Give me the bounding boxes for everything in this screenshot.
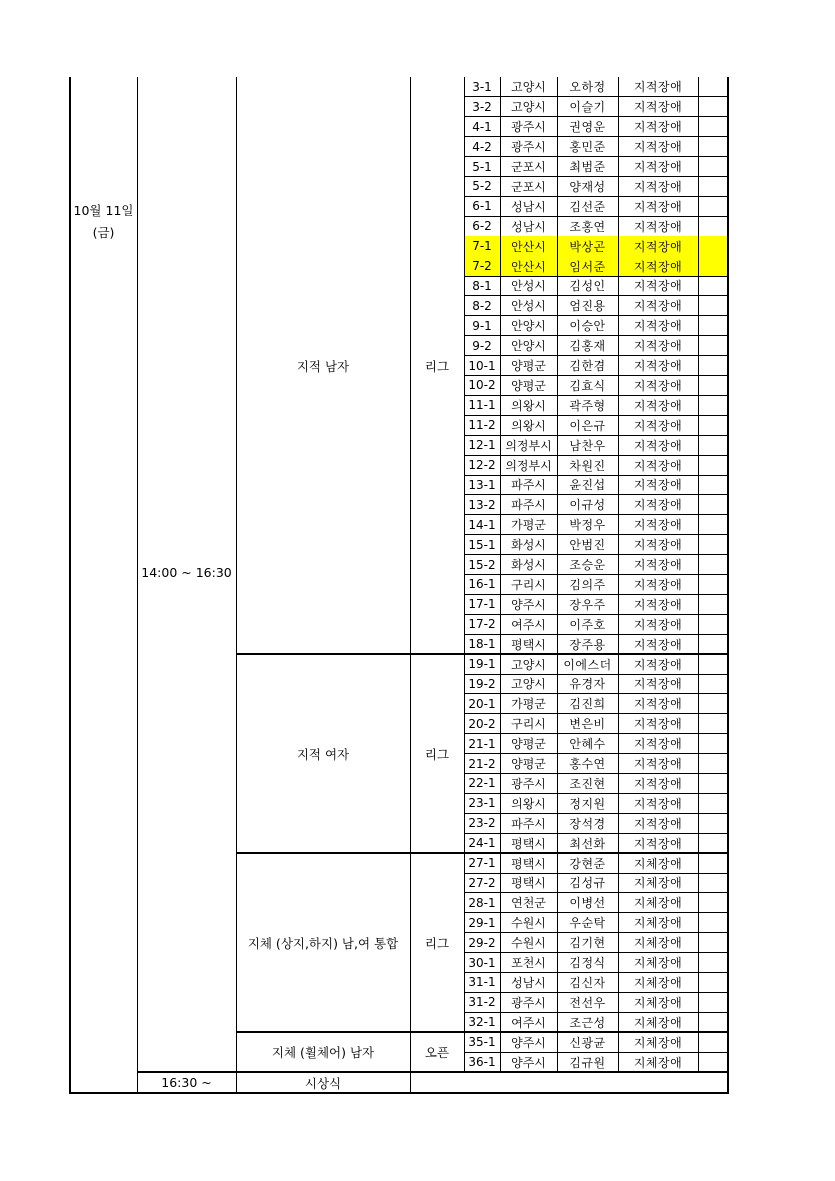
entry-city: 성남시 — [511, 975, 546, 990]
entry-id: 8-2 — [472, 298, 492, 313]
entry-id: 23-2 — [468, 816, 496, 831]
entry-id: 12-1 — [468, 438, 496, 453]
entry-name: 홍민준 — [569, 140, 606, 155]
entry-city: 파주시 — [511, 478, 546, 493]
entry-id: 7-1 — [472, 239, 492, 254]
entry-city: 가평군 — [511, 518, 546, 533]
entry-city: 평택시 — [511, 637, 546, 652]
entry-city: 고양시 — [511, 657, 546, 672]
entry-disability: 지적장애 — [633, 518, 683, 533]
entry-city: 안산시 — [511, 239, 546, 254]
entry-city: 파주시 — [511, 498, 546, 513]
entry-name: 이주호 — [569, 617, 606, 632]
entry-city: 광주시 — [511, 120, 546, 135]
entry-disability: 지적장애 — [633, 677, 683, 692]
entry-name: 김효식 — [569, 378, 606, 393]
entry-id: 19-2 — [468, 676, 496, 691]
entry-name: 김선준 — [569, 199, 606, 214]
entry-disability: 지적장애 — [633, 438, 683, 453]
entry-city: 의왕시 — [511, 796, 546, 811]
entry-disability: 지적장애 — [633, 398, 683, 413]
entry-disability: 지체장애 — [633, 916, 683, 931]
entry-city: 성남시 — [511, 199, 546, 214]
entry-disability: 지적장애 — [633, 717, 683, 732]
entry-name: 전선우 — [569, 995, 606, 1010]
entry-id: 17-2 — [468, 617, 496, 632]
table-rule — [464, 77, 465, 1072]
entry-disability: 지적장애 — [633, 478, 683, 493]
entry-name: 이병선 — [569, 896, 606, 911]
entry-name: 김진희 — [569, 697, 606, 712]
entry-name: 권영운 — [569, 120, 606, 135]
entry-id: 29-1 — [468, 915, 496, 930]
table-rule — [500, 77, 501, 1072]
entry-id: 15-2 — [468, 557, 496, 572]
entry-name: 최선화 — [569, 836, 606, 851]
entry-disability: 지적장애 — [633, 558, 683, 573]
entry-disability: 지적장애 — [633, 100, 683, 115]
entry-city: 고양시 — [511, 100, 546, 115]
entry-name: 홍수연 — [569, 757, 606, 772]
entry-id: 19-1 — [468, 657, 496, 672]
entry-disability: 지체장애 — [633, 995, 683, 1010]
entry-id: 3-1 — [472, 79, 492, 94]
entry-id: 11-1 — [468, 398, 496, 413]
entry-id: 4-2 — [472, 139, 492, 154]
entry-name: 조근성 — [569, 1015, 606, 1030]
entry-disability: 지체장애 — [633, 975, 683, 990]
entry-id: 4-1 — [472, 119, 492, 134]
entry-id: 21-2 — [468, 756, 496, 771]
entry-name: 박상곤 — [569, 239, 606, 254]
entry-city: 파주시 — [511, 816, 546, 831]
table-rule — [727, 77, 729, 1094]
entry-name: 장주용 — [569, 637, 606, 652]
entry-city: 양평군 — [511, 757, 546, 772]
entry-disability: 지체장애 — [633, 856, 683, 871]
table-rule — [698, 77, 699, 1072]
entry-city: 양평군 — [511, 378, 546, 393]
format-label: 리그 — [424, 935, 450, 951]
entry-disability: 지적장애 — [633, 796, 683, 811]
entry-disability: 지적장애 — [633, 299, 683, 314]
entry-city: 안산시 — [511, 259, 546, 274]
entry-id: 7-2 — [472, 259, 492, 274]
entry-name: 장우주 — [569, 597, 606, 612]
entry-id: 9-2 — [472, 338, 492, 353]
entry-name: 오하정 — [569, 80, 606, 95]
entry-id: 10-1 — [468, 358, 496, 373]
entry-id: 3-2 — [472, 99, 492, 114]
entry-name: 이규성 — [569, 498, 606, 513]
table-rule — [69, 77, 71, 1094]
entry-city: 화성시 — [511, 538, 546, 553]
entry-city: 안양시 — [511, 339, 546, 354]
entry-city: 성남시 — [511, 219, 546, 234]
entry-name: 엄진용 — [569, 299, 606, 314]
entry-city: 고양시 — [511, 677, 546, 692]
entry-city: 의정부시 — [505, 438, 552, 453]
entry-id: 20-1 — [468, 696, 496, 711]
entry-city: 광주시 — [511, 776, 546, 791]
entry-disability: 지적장애 — [633, 737, 683, 752]
entry-city: 수원시 — [511, 916, 546, 931]
entry-city: 가평군 — [511, 697, 546, 712]
entry-id: 27-1 — [468, 856, 496, 871]
entry-id: 18-1 — [468, 637, 496, 652]
entry-disability: 지적장애 — [633, 538, 683, 553]
entry-name: 강현준 — [569, 856, 606, 871]
entry-name: 이슬기 — [569, 100, 606, 115]
event-label: 지체 (휠체어) 남자 — [271, 1045, 375, 1061]
entry-disability: 지적장애 — [633, 219, 683, 234]
entry-disability: 지적장애 — [633, 160, 683, 175]
entry-name: 안혜수 — [569, 737, 606, 752]
entry-disability: 지적장애 — [633, 836, 683, 851]
entry-name: 윤진섭 — [569, 478, 606, 493]
entry-name: 김규원 — [569, 1055, 606, 1070]
entry-city: 군포시 — [511, 160, 546, 175]
entry-disability: 지적장애 — [633, 319, 683, 334]
date-label — [70, 197, 137, 247]
entry-disability: 지체장애 — [633, 1055, 683, 1070]
entry-disability: 지적장애 — [633, 80, 683, 95]
entry-name: 이은규 — [569, 418, 606, 433]
entry-name: 안범진 — [569, 538, 606, 553]
entry-name: 우순탁 — [569, 916, 606, 931]
entry-city: 평택시 — [511, 856, 546, 871]
entry-disability: 지적장애 — [633, 757, 683, 772]
format-label: 리그 — [424, 358, 450, 374]
entry-name: 신광균 — [569, 1035, 606, 1050]
entry-id: 10-2 — [468, 378, 496, 393]
entry-name: 유경자 — [569, 677, 606, 692]
entry-id: 35-1 — [468, 1035, 496, 1050]
entry-id: 20-2 — [468, 716, 496, 731]
entry-disability: 지적장애 — [633, 199, 683, 214]
entry-name: 김정식 — [569, 956, 606, 971]
entry-id: 13-2 — [468, 497, 496, 512]
entry-city: 평택시 — [511, 836, 546, 851]
entry-name: 김성규 — [569, 876, 606, 891]
entry-name: 양재성 — [569, 179, 606, 194]
table-rule — [137, 77, 138, 1093]
entry-id: 15-1 — [468, 537, 496, 552]
entry-name: 김한겸 — [569, 359, 606, 374]
entry-id: 22-1 — [468, 776, 496, 791]
entry-disability: 지적장애 — [633, 498, 683, 513]
entry-id: 5-2 — [472, 179, 492, 194]
entry-name: 이에스더 — [563, 657, 612, 672]
entry-name: 김기현 — [569, 936, 606, 951]
entry-city: 구리시 — [511, 717, 546, 732]
entry-name: 조승운 — [569, 558, 606, 573]
entry-disability: 지체장애 — [633, 876, 683, 891]
entry-disability: 지적장애 — [633, 418, 683, 433]
entry-city: 양평군 — [511, 359, 546, 374]
event-label: 지적 여자 — [296, 746, 350, 762]
entry-id: 5-1 — [472, 159, 492, 174]
entry-disability: 지체장애 — [633, 1015, 683, 1030]
entry-city: 양주시 — [511, 1035, 546, 1050]
entry-id: 36-1 — [468, 1055, 496, 1070]
entry-disability: 지적장애 — [633, 259, 683, 274]
entry-city: 화성시 — [511, 558, 546, 573]
entry-name: 김신자 — [569, 975, 606, 990]
entry-id: 13-1 — [468, 477, 496, 492]
entry-name: 최범준 — [569, 160, 606, 175]
time-slot-main: 14:00 ~ 16:30 — [141, 564, 232, 580]
entry-disability: 지적장애 — [633, 120, 683, 135]
entry-city: 여주시 — [511, 1015, 546, 1030]
entry-city: 고양시 — [511, 80, 546, 95]
entry-disability: 지적장애 — [633, 279, 683, 294]
entry-id: 9-1 — [472, 318, 492, 333]
entry-name: 조홍연 — [569, 219, 606, 234]
table-rule — [137, 1071, 728, 1073]
entry-id: 17-1 — [468, 597, 496, 612]
table-rule — [236, 77, 237, 1093]
table-rule — [410, 77, 411, 1093]
entry-disability: 지체장애 — [633, 936, 683, 951]
entry-disability: 지적장애 — [633, 339, 683, 354]
time-slot-award: 16:30 ~ — [161, 1075, 212, 1090]
entry-id: 21-1 — [468, 736, 496, 751]
entry-city: 의정부시 — [505, 458, 552, 473]
entry-city: 양주시 — [511, 1055, 546, 1070]
entry-disability: 지적장애 — [633, 359, 683, 374]
entry-city: 양평군 — [511, 737, 546, 752]
entry-disability: 지적장애 — [633, 597, 683, 612]
entry-disability: 지적장애 — [633, 617, 683, 632]
entry-disability: 지적장애 — [633, 239, 683, 254]
entry-city: 안양시 — [511, 319, 546, 334]
entry-name: 남찬우 — [569, 438, 606, 453]
entry-city: 안성시 — [511, 299, 546, 314]
entry-name: 김성인 — [569, 279, 606, 294]
entry-city: 의왕시 — [511, 398, 546, 413]
entry-id: 31-2 — [468, 995, 496, 1010]
entry-disability: 지체장애 — [633, 956, 683, 971]
entry-name: 김의주 — [569, 577, 606, 592]
entry-id: 16-1 — [468, 577, 496, 592]
entry-disability: 지적장애 — [633, 140, 683, 155]
entry-id: 24-1 — [468, 836, 496, 851]
entry-city: 양주시 — [511, 597, 546, 612]
entry-id: 6-1 — [472, 199, 492, 214]
table-rule — [236, 852, 728, 854]
entry-disability: 지적장애 — [633, 637, 683, 652]
entry-city: 광주시 — [511, 140, 546, 155]
entry-name: 곽주형 — [569, 398, 606, 413]
event-label: 지체 (상지,하지) 남,여 통합 — [247, 935, 399, 951]
entry-id: 14-1 — [468, 517, 496, 532]
entry-disability: 지적장애 — [633, 378, 683, 393]
entry-name: 김홍재 — [569, 339, 606, 354]
entry-city: 평택시 — [511, 876, 546, 891]
format-label: 리그 — [424, 746, 450, 762]
entry-id: 29-2 — [468, 935, 496, 950]
entry-city: 연천군 — [511, 896, 546, 911]
entry-id: 11-2 — [468, 418, 496, 433]
entry-id: 28-1 — [468, 895, 496, 910]
entry-city: 의왕시 — [511, 418, 546, 433]
entry-name: 임서준 — [569, 259, 606, 274]
format-label: 오픈 — [424, 1045, 450, 1061]
table-rule — [557, 77, 558, 1072]
entry-disability: 지적장애 — [633, 657, 683, 672]
entry-id: 6-2 — [472, 219, 492, 234]
entry-name: 박정우 — [569, 518, 606, 533]
entry-id: 23-1 — [468, 796, 496, 811]
entry-disability: 지체장애 — [633, 1035, 683, 1050]
table-rule — [236, 1031, 728, 1033]
entry-disability: 지체장애 — [633, 896, 683, 911]
award-ceremony-label: 시상식 — [304, 1075, 342, 1091]
entry-city: 구리시 — [511, 577, 546, 592]
entry-id: 30-1 — [468, 955, 496, 970]
entry-id: 12-2 — [468, 458, 496, 473]
entry-id: 8-1 — [472, 278, 492, 293]
entry-city: 여주시 — [511, 617, 546, 632]
entry-name: 장석경 — [569, 816, 606, 831]
date-text: 10월 11일 — [73, 203, 134, 218]
entry-name: 조진현 — [569, 776, 606, 791]
table-rule — [236, 653, 728, 655]
entry-city: 수원시 — [511, 936, 546, 951]
entry-id: 31-1 — [468, 975, 496, 990]
weekday-text: (금) — [92, 225, 115, 240]
entry-city: 포천시 — [511, 956, 546, 971]
entry-city: 안성시 — [511, 279, 546, 294]
entry-disability: 지적장애 — [633, 697, 683, 712]
entry-name: 이승안 — [569, 319, 606, 334]
entry-city: 광주시 — [511, 995, 546, 1010]
entry-id: 27-2 — [468, 875, 496, 890]
event-label: 지적 남자 — [296, 358, 350, 374]
entry-disability: 지적장애 — [633, 776, 683, 791]
entry-disability: 지적장애 — [633, 458, 683, 473]
entry-disability: 지적장애 — [633, 179, 683, 194]
entry-id: 32-1 — [468, 1015, 496, 1030]
table-rule — [618, 77, 619, 1072]
entry-disability: 지적장애 — [633, 816, 683, 831]
table-rule — [70, 1092, 728, 1094]
entry-name: 차원진 — [569, 458, 606, 473]
entry-name: 변은비 — [569, 717, 606, 732]
entry-city: 군포시 — [511, 179, 546, 194]
entry-name: 정지원 — [569, 796, 606, 811]
entry-disability: 지적장애 — [633, 577, 683, 592]
